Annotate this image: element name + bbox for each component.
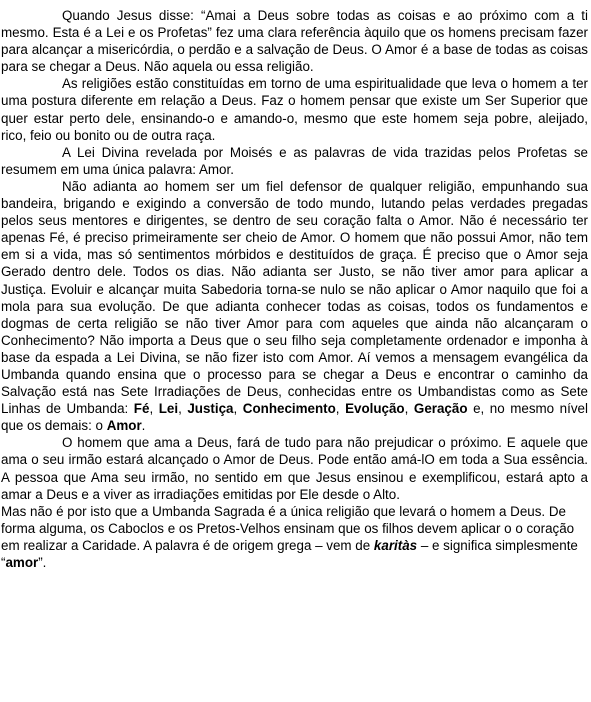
love-word: Amor — [106, 418, 142, 434]
separator: , — [404, 401, 414, 417]
separator: , — [149, 401, 159, 417]
separator: , — [335, 401, 346, 417]
paragraph-text: – e significa simplesmente “ — [1, 537, 578, 570]
paragraph-divine-law: A Lei Divina revelada por Moisés e as palavras de vida trazidas pelos Profetas se resumem em uma única palavra: Amor. — [1, 144, 588, 177]
paragraph-end: . — [141, 418, 146, 434]
line-name-evolucao: Evolução — [345, 401, 405, 417]
line-name-conhecimento: Conhecimento — [242, 401, 336, 417]
paragraph-text: Mas não é por isto que a Umbanda Sagrada é a única religião que levará o homem a Deus. De forma alguma, os Caboclos e os Pretos-Velhos ensinam que os filhos devem aplicar o o coração em realizar a Caridade. A palavra é de origem grega – vem de — [1, 503, 575, 553]
greek-word: karitàs — [373, 537, 418, 553]
paragraph-religions: As religiões estão constituídas em torno de uma espiritualidade que leva o homem a ter uma postura diferente em relação a Deus. Faz o homem pensar que existe um Ser Superior que quer estar perto dele, ensinando-o e amando-o, mesmo que este homem seja pobre, aleijado, rico, feio ou bonito ou de outra raça. — [1, 76, 588, 143]
line-name-lei: Lei — [158, 401, 179, 417]
paragraph-jesus-quote: Quando Jesus disse: “Amai a Deus sobre todas as coisas e ao próximo com a ti mesmo. Esta é a Lei e os Profetas” fez uma clara referência àquilo que os homens precisam fazer para alcançar a misericórdia, o perdão e a salvação de Deus. O Amor é a base de todas as coisas para se chegar a Deus. Não aquela ou essa religião. — [1, 8, 588, 75]
document-page — [1, 7, 588, 571]
line-name-fe: Fé — [133, 401, 150, 417]
separator: , — [178, 401, 188, 417]
paragraph-charity — [1, 503, 588, 571]
paragraph-end: ”. — [38, 555, 47, 570]
paragraph-text: e, no mesmo nível que os demais: o — [1, 401, 588, 434]
line-name-geracao: Geração — [413, 401, 468, 417]
paragraph-umbanda-lines — [1, 178, 588, 434]
paragraph-text: Não adianta ao homem ser um fiel defensor de qualquer religião, empunhando sua bandeira, brigando e exigindo a conversão de todo mundo, lutando pelas verdades pregadas pelos seus mentores e dirigentes, se dentro de seu coração falta o Amor. Não é necessário ter apenas Fé, é preciso primeiramente ser cheio de Amor. O homem que não possui Amor, não tem em si a vida, mas só sentimentos mórbidos e destituídos de graça. É preciso que o Amor seja Gerado dentro dele. Todos os dias. Não adianta ser Justo, se não tiver amor para aplicar a Justiça. Evoluir e alcançar muita Sabedoria torna-se nulo se não aplicar o Amor naquilo que foi a mola para sua evolução. De que adianta conhecer todas as coisas, todos os fundamentos e dogmas de certa religião se não tiver Amor para com aqueles que ainda não alcançaram o Conhecimento? Não importa a Deus que o seu filho seja completamente ordenador e imponha à base da espada a Lei Divina, se não fizer isto com Amor. Aí vemos a mensagem evangélica da Umbanda quando ensina que o processo para se chegar a Deus e encontrar o caminho da Salvação está nas Sete Irradiações de Deus, conhecidas entre os Umbandistas como as Sete Linhas de Umbanda: — [1, 178, 588, 417]
paragraph-love-god: O homem que ama a Deus, fará de tudo para não prejudicar o próximo. E aquele que ama o seu irmão estará alcançado o Amor de Deus. Pode então amá-lO em toda a Sua essência. A pessoa que Ama seu irmão, no sentido em que Jesus ensinou e exemplificou, estará apto a amar a Deus e a viver as irradiações emitidas por Ele desde o Alto. — [1, 435, 588, 502]
line-name-justica: Justiça — [187, 401, 234, 417]
love-word: amor — [5, 555, 39, 570]
separator: , — [233, 401, 243, 417]
